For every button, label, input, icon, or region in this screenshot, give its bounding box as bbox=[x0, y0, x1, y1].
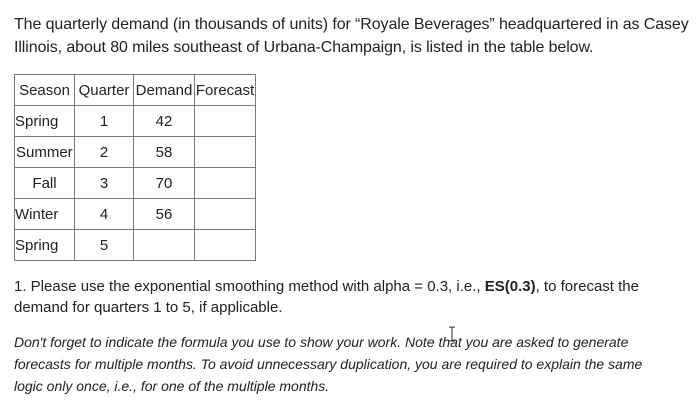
note-line-3: logic only once, i.e., for one of the multiple months. bbox=[14, 378, 330, 394]
cell-demand: 56 bbox=[134, 199, 195, 230]
method-label: ES(0.3) bbox=[484, 278, 536, 295]
question-line-1-end: , to forecast the bbox=[535, 278, 639, 295]
cell-season: Fall bbox=[15, 168, 75, 199]
header-demand: Demand bbox=[134, 75, 195, 106]
cell-forecast bbox=[195, 199, 256, 230]
intro-line-2: Illinois, about 80 miles southeast of Urbana-Champaign, is listed in the table below. bbox=[14, 39, 594, 56]
intro-line-1: The quarterly demand (in thousands of units) for “Royale Beverages” headquartered in as Casey bbox=[14, 16, 689, 33]
cell-forecast bbox=[195, 168, 256, 199]
question-line-2: demand for quarters 1 to 5, if applicable. bbox=[14, 299, 283, 316]
header-season: Season bbox=[15, 75, 75, 106]
cell-season: Winter bbox=[15, 199, 75, 230]
table-header-row bbox=[15, 75, 256, 106]
question-line-1-start: 1. Please use the exponential smoothing method with alpha = 0.3, i.e., bbox=[14, 278, 485, 295]
cell-quarter: 2 bbox=[75, 137, 134, 168]
cell-quarter: 4 bbox=[75, 199, 134, 230]
header-forecast: Forecast bbox=[195, 75, 256, 106]
cell-forecast bbox=[195, 137, 256, 168]
instructions-note bbox=[14, 331, 686, 397]
note-line-2: forecasts for multiple months. To avoid unnecessary duplication, you are required to explain the same bbox=[14, 356, 643, 372]
cell-season: Summer bbox=[15, 137, 75, 168]
table-row bbox=[15, 168, 256, 199]
table-row bbox=[15, 230, 256, 261]
note-line-1: Don't forget to indicate the formula you use to show your work. Note that you are asked to generate bbox=[14, 334, 629, 350]
question-line-1 bbox=[14, 276, 686, 297]
cell-season: Spring bbox=[15, 106, 75, 137]
cell-demand: 58 bbox=[134, 137, 195, 168]
cell-forecast bbox=[195, 106, 256, 137]
table-row bbox=[15, 137, 256, 168]
cell-demand: 70 bbox=[134, 168, 195, 199]
demand-table bbox=[14, 74, 256, 261]
cell-season: Spring bbox=[15, 230, 75, 261]
table-row bbox=[15, 199, 256, 230]
cell-quarter: 1 bbox=[75, 106, 134, 137]
header-quarter: Quarter bbox=[75, 75, 134, 106]
intro-paragraph bbox=[14, 13, 689, 59]
text-cursor-icon bbox=[448, 326, 456, 342]
cell-demand: 42 bbox=[134, 106, 195, 137]
cell-quarter: 3 bbox=[75, 168, 134, 199]
cell-forecast bbox=[195, 230, 256, 261]
table-row bbox=[15, 106, 256, 137]
cell-demand bbox=[134, 230, 195, 261]
question-paragraph bbox=[14, 276, 686, 318]
cell-quarter: 5 bbox=[75, 230, 134, 261]
